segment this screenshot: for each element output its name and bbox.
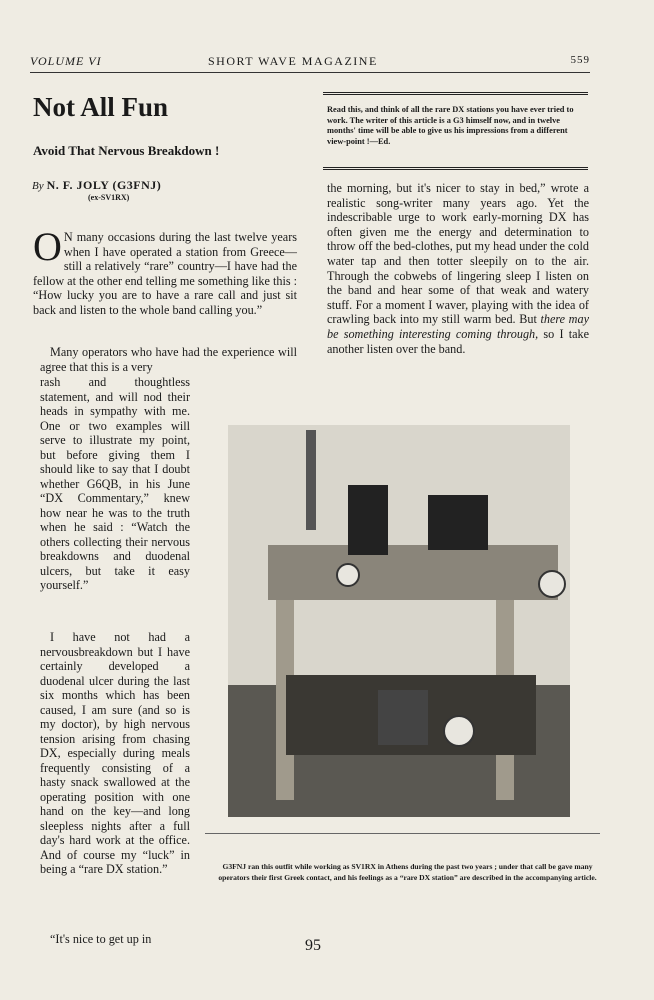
author-former-call: (ex-SV1RX) <box>88 193 130 202</box>
right-column <box>327 181 589 356</box>
photo-caption: G3FNJ ran this outfit while working as SV1RX in Athens during the past two years ; under that call be gave many operators their first Greek contact, and his feelings as a “rare DX station” are described in the accompanying article. <box>218 862 597 882</box>
drop-cap: O <box>33 224 62 269</box>
photo-meter <box>538 570 566 598</box>
paragraph-1-text: N many occasions during the last twelve years when I have operated a station from Greece—still a relatively “rare” country—I have had the fellow at the other end telling me something like this : “How lucky you are to have a rare call and just sit back and listen to the whole band calling you.” <box>33 230 298 317</box>
photo-valve-unit <box>428 495 488 550</box>
paragraph-2-lead: Many operators who have had the experience will agree that this is a very <box>40 345 297 374</box>
editor-note-box <box>323 92 588 170</box>
editor-note: Read this, and think of all the rare DX stations you have ever tried to work. The writer of this article is a G3 himself now, and in twelve months' time will be able to give us his impressions from a different view-point !—Ed. <box>327 105 574 146</box>
right-text-main: the morning, but it's nicer to stay in bed,” wrote a realistic song-writer many years ago. Yet the indescribable urge to work early-morning DX has often given me the energy and determination to throw off the bed-clothes, put my head under the cold water tap and then totter sleepily on to the air. Through the cobwebs of lingering sleep I listen on the band and hear some of that weak and watery stuff. For a moment I waver, playing with the idea of crawling back into my still warm bed. But <box>327 181 589 327</box>
byline <box>32 178 161 193</box>
photo-meter <box>443 715 475 747</box>
station-photograph <box>228 425 570 817</box>
photo-power-supply <box>378 690 428 745</box>
volume-label: VOLUME VI <box>30 54 102 68</box>
paragraph-3: I have not had a nervousbreakdown but I have certainly developed a duodenal ulcer during the last six months which has been caused, I am sure (and so is my doctor), by high nervous tension arising from chasing DX, especially during meals frequently consisting of a hasty snack swallowed at the operating position with one hand on the key—and long sleepless nights after a full day's hard work at the office. And of course my “luck” in being a “rare DX station.” <box>40 630 190 876</box>
header-rule <box>30 72 590 73</box>
article-subtitle: Avoid That Nervous Breakdown ! <box>33 143 220 158</box>
paragraph-1 <box>33 224 298 318</box>
right-column-text <box>327 181 589 356</box>
caption-rule <box>205 833 600 834</box>
paragraph-2-narrow: rash and thoughtless statement, and will nod their heads in sympathy with me. One or two examples will serve to illustrate my point, but before giving them I should like to say that I doubt whether G6QB, in his June “DX Commentary,” knew how near he was to the truth when he said : “Watch the others collecting their nervous breakdowns and duodenal ulcers, but take it easy yourself.” <box>40 375 190 592</box>
paragraph-4-start: “It's nice to get up in <box>50 932 152 946</box>
article-title: Not All Fun <box>33 92 169 122</box>
magazine-name: SHORT WAVE MAGAZINE <box>208 54 378 68</box>
page-number: 559 <box>570 54 590 66</box>
running-header <box>30 54 590 70</box>
photo-antenna-rod <box>306 430 316 530</box>
photo-transmitter-unit <box>348 485 388 555</box>
photo-equipment-top <box>268 545 558 600</box>
right-text-italic: there may be something interesting coming through, <box>327 312 589 341</box>
right-text-end: so I take another listen over the band. <box>327 326 590 356</box>
author-name: N. F. JOLY (G3FNJ) <box>46 178 162 192</box>
byline-prefix: By <box>32 180 44 192</box>
photo-dial <box>336 563 360 587</box>
folio-number: 95 <box>305 937 321 954</box>
